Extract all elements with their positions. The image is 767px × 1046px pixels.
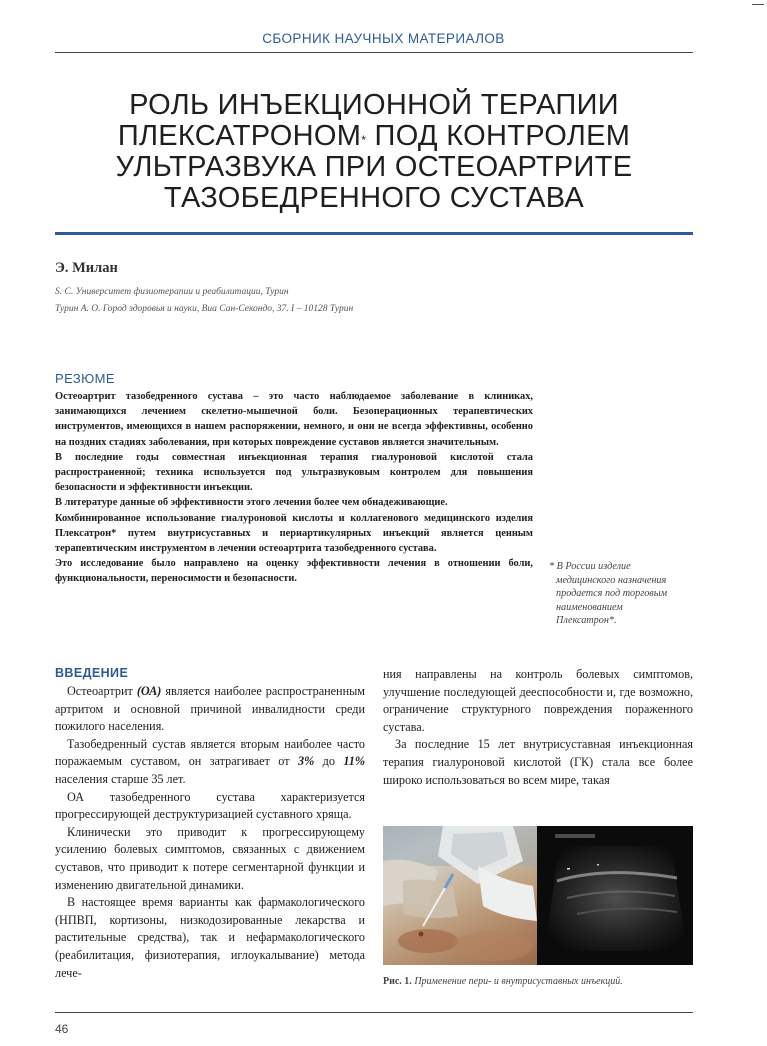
page-number: 46 — [55, 1022, 69, 1036]
body-paragraph: В настоящее время варианты как фармакологического (НПВП, кортизоны, низкодозированные лекарства и растительные средства), так и нефармакологического (реабилитация, физиотерапия, иглоукалывание) метода лече- — [55, 895, 365, 980]
sidenote-line: Плексатрон*. — [556, 615, 617, 627]
sidenote — [549, 560, 709, 628]
affiliation-line-2: Турин А. О. Город здоровья и науки, Виа Сан-Секондо, 37. I – 10128 Турин — [55, 304, 354, 314]
title-line-1: РОЛЬ ИНЪЕКЦИОННОЙ ТЕРАПИИ — [129, 89, 619, 121]
body-text: Остеоартрит — [67, 684, 137, 698]
journal-section-header: СБОРНИК НАУЧНЫХ МАТЕРИАЛОВ — [262, 31, 505, 46]
body-text: населения старше 35 лет. — [55, 771, 186, 786]
figure-caption — [383, 976, 693, 987]
percent-low: 3% — [297, 754, 315, 769]
title-footnote-mark: * — [361, 133, 367, 147]
title-line-2-rest: ПОД КОНТРОЛЕМ — [366, 120, 631, 152]
sidenote-line: наименованием — [556, 601, 623, 613]
footer-rule — [55, 1012, 693, 1013]
body-paragraph — [55, 736, 365, 789]
sidenote-line: * В России изделие — [549, 561, 631, 572]
percent-high: 11% — [343, 754, 366, 769]
figure-caption-text: Применение пери- и внутрисуставных инъекций. — [414, 976, 623, 987]
summary-paragraph: Комбинированное использование гиалуроновой кислоты и коллагенового медицинского изделия Плексатрон* путем внутрисуставных и периартикулярных инъекций является ценным терапевтическим инструментом в лечении остеоартрита тазобедренного сустава. — [55, 512, 533, 555]
summary-paragraph: Это исследование было направлено на оценку эффективности лечения в отношении боли, функциональности, переносимости и безопасности. — [55, 558, 533, 585]
body-text: Тазобедренный сустав является вторым наиболее часто поражаемым суставом, он затрагивает от — [55, 736, 365, 769]
title-rule — [55, 232, 693, 235]
article-title — [60, 90, 688, 214]
summary-paragraph: В литературе данные об эффективности этого лечения более чем обнадеживающие. — [55, 497, 448, 509]
body-column-right — [383, 666, 693, 789]
summary-body — [55, 389, 533, 587]
body-text: до — [314, 754, 344, 769]
sidenote-line: медицинского назначения — [556, 574, 667, 586]
summary-paragraph: Остеоартрит тазобедренного сустава – это часто наблюдаемое заболевание в клиниках, занимающихся лечением скелетно-мышечной боли. Безоперационных терапевтических инструментов, имеющихся в нашем распоряжении, немного, и они не всегда эффективны, особенно на поздних стадиях заболевания, при которых повреждение суставов является значительным. — [55, 391, 533, 448]
body-paragraph: За последние 15 лет внутрисуставная инъекционная терапия гиалуроновой кислотой (ГК) стала все более широко использоваться во всем мире, такая — [383, 737, 693, 787]
body-paragraph: Клинически это приводит к прогрессирующему усилению болевых симптомов, связанных с движением суставов, что приводит к потере сегментарной функции и изменению двигательной динамики. — [55, 824, 365, 892]
sidenote-line: продается под торговым — [556, 588, 668, 600]
body-paragraph: ОА тазобедренного сустава характеризуется прогрессирующей деструктуризацией суставного хряща. — [55, 789, 365, 822]
injection-photo — [383, 826, 537, 965]
corner-mark — [752, 4, 764, 5]
title-line-2-product: ПЛЕКСАТРОНОМ — [117, 120, 362, 152]
body-text: является наиболее распространенным артритом и основной причиной инвалидности среди пожилого населения. — [55, 684, 365, 734]
ultrasound-image — [537, 826, 693, 965]
injection-photo-drawing — [383, 826, 537, 965]
summary-heading: РЕЗЮМЕ — [55, 371, 115, 386]
introduction-heading: ВВЕДЕНИЕ — [55, 666, 129, 680]
title-line-4: ТАЗОБЕДРЕННОГО СУСТАВА — [163, 182, 585, 214]
body-paragraph: ния направлены на контроль болевых симптомов, улучшение последующей дееспособности и, где возможно, ограничение структурного повреждения пораженного сустава. — [383, 667, 693, 734]
oa-abbreviation: (ОА) — [136, 684, 162, 698]
summary-paragraph: В последние годы совместная инъекционная терапия гиалуроновой кислотой стала распространенной; техника используется под ультразвуковым контролем для повышения безопасности и эффективности инъекции. — [55, 451, 533, 494]
figure-1 — [383, 826, 693, 965]
title-line-3: УЛЬТРАЗВУКА ПРИ ОСТЕОАРТРИТЕ — [115, 151, 633, 183]
ultrasound-image-drawing — [537, 826, 693, 965]
figure-label: Рис. 1. — [383, 976, 412, 987]
body-paragraph — [55, 683, 365, 736]
affiliation-line-1: S. C. Университет физиотерапии и реабилитации, Турин — [55, 287, 289, 297]
title-line-2 — [60, 121, 688, 152]
header-rule — [55, 52, 693, 53]
author-name: Э. Милан — [55, 260, 118, 276]
body-column-left — [55, 683, 365, 982]
